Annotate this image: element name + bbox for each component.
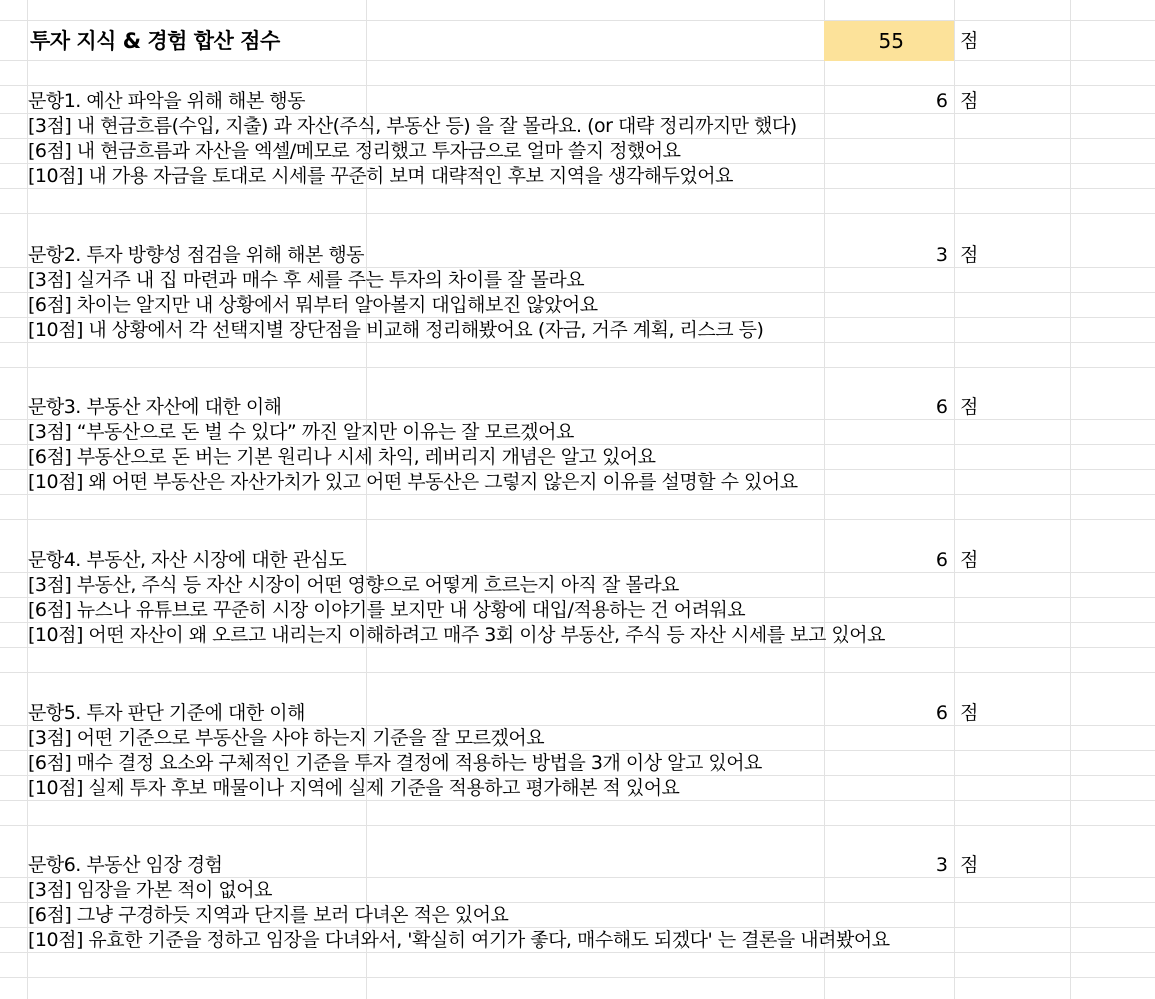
question-option: [10점] 내 상황에서 각 선택지별 장단점을 비교해 정리해봤어요 (자금, 거주 계획, 리스크 등) xyxy=(28,319,764,341)
question-score-unit: 점 xyxy=(960,244,979,266)
question-option: [3점] 부동산, 주식 등 자산 시장이 어떤 영향으로 어떻게 흐르는지 아직 잘 몰라요 xyxy=(28,574,679,596)
total-score-unit: 점 xyxy=(960,30,979,52)
question-option: [10점] 유효한 기준을 정하고 임장을 다녀와서, '확실히 여기가 좋다, 매수해도 되겠다' 는 결론을 내려봤어요 xyxy=(28,929,890,951)
question-option: [6점] 그냥 구경하듯 지역과 단지를 보러 다녀온 적은 있어요 xyxy=(28,904,509,926)
question-score: 6 xyxy=(935,396,948,418)
question-score: 3 xyxy=(935,854,948,876)
question-label: 문항4. 부동산, 자산 시장에 대한 관심도 xyxy=(28,549,347,571)
question-label: 문항6. 부동산 임장 경험 xyxy=(28,854,223,876)
question-option: [3점] 임장을 가본 적이 없어요 xyxy=(28,879,272,901)
question-score-unit: 점 xyxy=(960,549,979,571)
sheet-row[interactable] xyxy=(0,189,1155,214)
question-score-unit: 점 xyxy=(960,90,979,112)
question-score-unit: 점 xyxy=(960,702,979,724)
question-score-unit: 점 xyxy=(960,854,979,876)
question-option: [10점] 어떤 자산이 왜 오르고 내리는지 이해하려고 매주 3회 이상 부동산, 주식 등 자산 시세를 보고 있어요 xyxy=(28,624,885,646)
question-label: 문항5. 투자 판단 기준에 대한 이해 xyxy=(28,702,305,724)
question-option: [3점] 실거주 내 집 마련과 매수 후 세를 주는 투자의 차이를 잘 몰라요 xyxy=(28,269,585,291)
question-option: [3점] “부동산으로 돈 벌 수 있다” 까진 알지만 이유는 잘 모르겠어요 xyxy=(28,421,574,443)
question-option: [6점] 부동산으로 돈 버는 기본 원리나 시세 차익, 레버리지 개념은 알고 있어요 xyxy=(28,446,656,468)
question-score: 3 xyxy=(935,244,948,266)
sheet-row[interactable] xyxy=(0,0,1155,21)
question-score: 6 xyxy=(935,702,948,724)
sheet-row[interactable] xyxy=(0,61,1155,86)
question-option: [6점] 차이는 알지만 내 상황에서 뭐부터 알아볼지 대입해보진 않았어요 xyxy=(28,294,598,316)
question-label: 문항3. 부동산 자산에 대한 이해 xyxy=(28,396,282,418)
sheet-row[interactable] xyxy=(0,801,1155,826)
question-option: [6점] 매수 결정 요소와 구체적인 기준을 투자 결정에 적용하는 방법을 3개 이상 알고 있어요 xyxy=(28,752,762,774)
question-option: [10점] 실제 투자 후보 매물이나 지역에 실제 기준을 적용하고 평가해본 적 있어요 xyxy=(28,777,680,799)
sheet-title: 투자 지식 & 경험 합산 점수 xyxy=(30,29,280,53)
question-score-unit: 점 xyxy=(960,396,979,418)
question-score: 6 xyxy=(935,549,948,571)
question-option: [3점] 어떤 기준으로 부동산을 사야 하는지 기준을 잘 모르겠어요 xyxy=(28,727,545,749)
question-score: 6 xyxy=(935,90,948,112)
sheet-row[interactable] xyxy=(0,648,1155,673)
total-score-value: 55 xyxy=(878,29,904,53)
sheet-row[interactable] xyxy=(0,343,1155,368)
question-option: [6점] 내 현금흐름과 자산을 엑셀/메모로 정리했고 투자금으로 얼마 쓸지 정했어요 xyxy=(28,140,681,162)
question-label: 문항2. 투자 방향성 점검을 위해 해본 행동 xyxy=(28,244,365,266)
sheet-row[interactable] xyxy=(0,953,1155,978)
question-label: 문항1. 예산 파악을 위해 해본 행동 xyxy=(28,90,305,112)
question-option: [10점] 왜 어떤 부동산은 자산가치가 있고 어떤 부동산은 그렇지 않은지 이유를 설명할 수 있어요 xyxy=(28,471,798,493)
sheet-row[interactable] xyxy=(0,495,1155,520)
question-option: [6점] 뉴스나 유튜브로 꾸준히 시장 이야기를 보지만 내 상황에 대입/적용하는 건 어려워요 xyxy=(28,599,746,621)
question-option: [3점] 내 현금흐름(수입, 지출) 과 자산(주식, 부동산 등) 을 잘 몰라요. (or 대략 정리까지만 했다) xyxy=(28,115,797,137)
question-option: [10점] 내 가용 자금을 토대로 시세를 꾸준히 보며 대략적인 후보 지역을 생각해두었어요 xyxy=(28,165,733,187)
